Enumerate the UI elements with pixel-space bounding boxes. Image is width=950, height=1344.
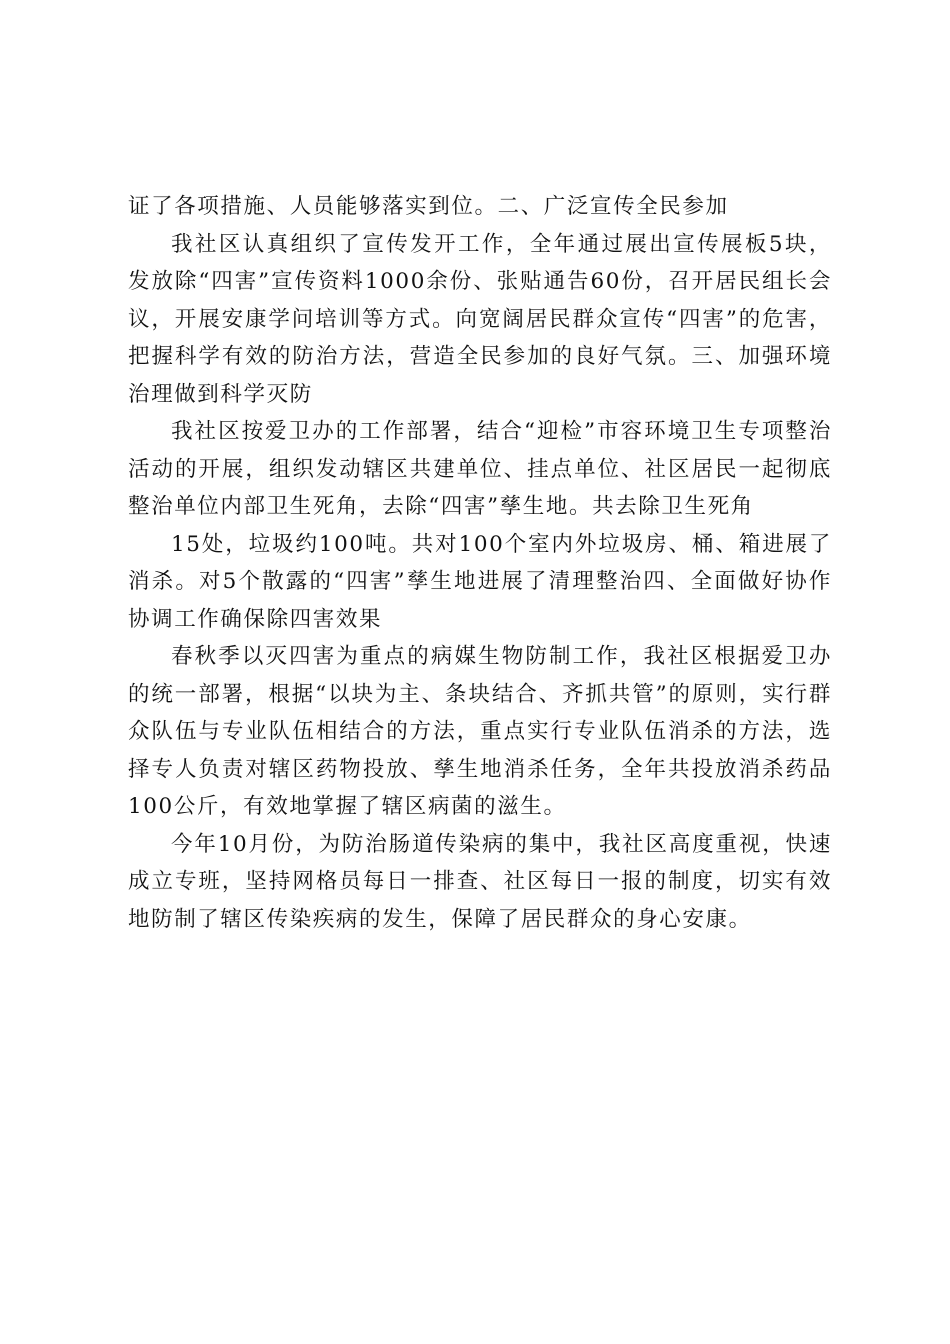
- paragraph-3: 我社区按爱卫办的工作部署，结合“迎检”市容环境卫生专项整治活动的开展，组织发动辖区共建单位、挂点单位、社区居民一起彻底整治单位内部卫生死角，去除“四害”孳生地。共去除卫生死角: [128, 419, 832, 519]
- paragraph-4: 15处，垃圾约100吨。共对100个室内外垃圾房、桶、箱进展了消杀。对5个散露的“四害”孳生地进展了清理整治四、全面做好协作协调工作确保除四害效果: [128, 531, 832, 632]
- paragraph-2: 我社区认真组织了宣传发开工作，全年通过展出宣传展板5块，发放除“四害”宣传资料1000余份、张贴通告60份，召开居民组长会议，开展安康学问培训等方式。向宽阔居民群众宣传“四害”的危害，把握科学有效的防治方法，营造全民参加的良好气氛。三、加强环境治理做到科学灭防: [128, 231, 832, 407]
- paragraph-6: 今年10月份，为防治肠道传染病的集中，我社区高度重视，快速成立专班，坚持网格员每日一排查、社区每日一报的制度，切实有效地防制了辖区传染疾病的发生，保障了居民群众的身心安康。: [128, 831, 832, 932]
- document-body: [128, 188, 832, 938]
- paragraph-5: 春秋季以灭四害为重点的病媒生物防制工作，我社区根据爱卫办的统一部署，根据“以块为主、条块结合、齐抓共管”的原则，实行群众队伍与专业队伍相结合的方法，重点实行专业队伍消杀的方法，选择专人负责对辖区药物投放、孳生地消杀任务，全年共投放消杀药品100公斤，有效地掌握了辖区病菌的滋生。: [128, 644, 832, 819]
- paragraph-1: 证了各项措施、人员能够落实到位。二、广泛宣传全民参加: [128, 194, 729, 219]
